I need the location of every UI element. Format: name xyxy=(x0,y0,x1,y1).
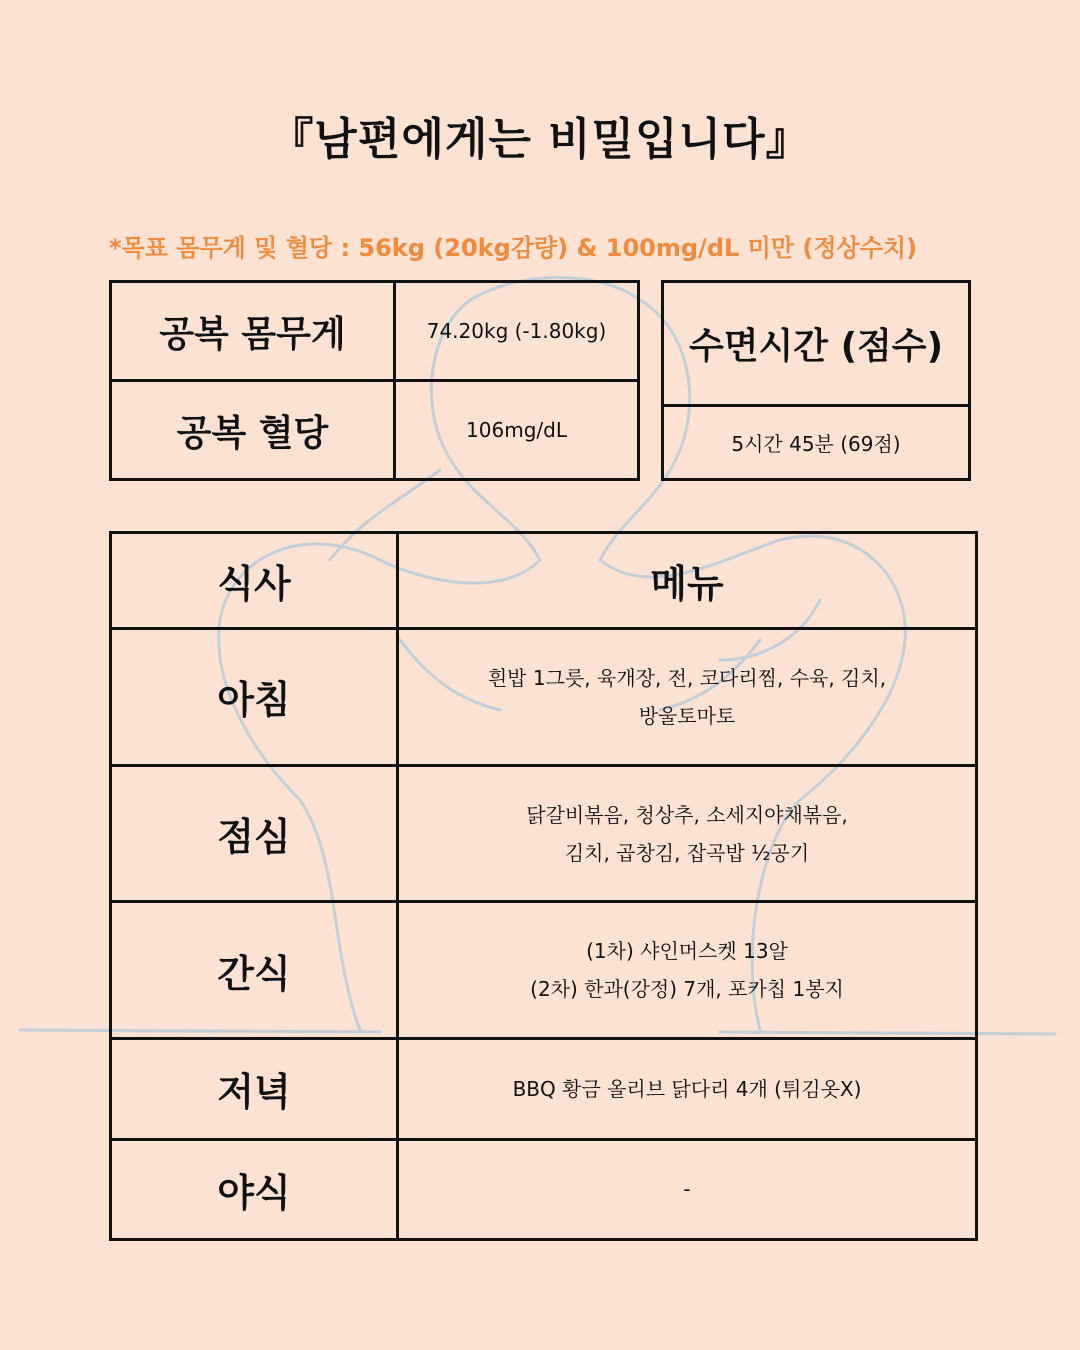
menu-line: 방울토마토 xyxy=(638,703,736,728)
table-row xyxy=(111,1139,977,1239)
sleep-table xyxy=(661,280,971,481)
menu-line: 닭갈비볶음, 청상추, 소세지야채볶음, xyxy=(526,802,848,827)
goal-text: *목표 몸무게 및 혈당 : 56kg (20kg감량) & 100mg/dL 미만 (정상수치) xyxy=(109,234,918,262)
menu-line: (2차) 한과(강정) 7개, 포카칩 1봉지 xyxy=(530,977,844,1002)
table-row xyxy=(111,902,977,1039)
menu-cell xyxy=(398,765,977,902)
table-row xyxy=(111,1039,977,1139)
menu-cell xyxy=(398,629,977,766)
menu-line: BBQ 황금 올리브 닭다리 4개 (튀김옷X) xyxy=(512,1076,862,1101)
menu-line: 김치, 곱창김, 잡곡밥 ½공기 xyxy=(564,840,810,865)
menu-line: 흰밥 1그릇, 육개장, 전, 코다리찜, 수육, 김치, xyxy=(487,665,887,690)
meal-column-header: 식사 xyxy=(111,533,398,629)
menu-line: - xyxy=(683,1177,691,1202)
menu-column-header: 메뉴 xyxy=(398,533,977,629)
stats-table xyxy=(109,280,640,481)
menu-cell xyxy=(398,1039,977,1139)
menu-cell xyxy=(398,902,977,1039)
meal-name: 아침 xyxy=(111,629,398,766)
table-row xyxy=(111,629,977,766)
meal-table xyxy=(109,531,978,1241)
table-row xyxy=(111,282,639,381)
menu-line: (1차) 샤인머스켓 13알 xyxy=(586,939,788,964)
page-title: 『남편에게는 비밀입니다』 xyxy=(269,114,811,165)
weight-value: 74.20kg (-1.80kg) xyxy=(395,282,639,381)
table-row xyxy=(111,765,977,902)
glucose-label: 공복 혈당 xyxy=(111,381,395,480)
weight-label: 공복 몸무게 xyxy=(111,282,395,381)
table-row xyxy=(663,406,970,480)
meal-name: 점심 xyxy=(111,765,398,902)
menu-cell xyxy=(398,1139,977,1239)
meal-name: 간식 xyxy=(111,902,398,1039)
sleep-value: 5시간 45분 (69점) xyxy=(663,406,970,480)
table-header-row xyxy=(111,533,977,629)
table-row xyxy=(663,282,970,406)
meal-name: 야식 xyxy=(111,1139,398,1239)
sleep-label: 수면시간 (점수) xyxy=(663,282,970,406)
glucose-value: 106mg/dL xyxy=(395,381,639,480)
meal-name: 저녁 xyxy=(111,1039,398,1139)
table-row xyxy=(111,381,639,480)
